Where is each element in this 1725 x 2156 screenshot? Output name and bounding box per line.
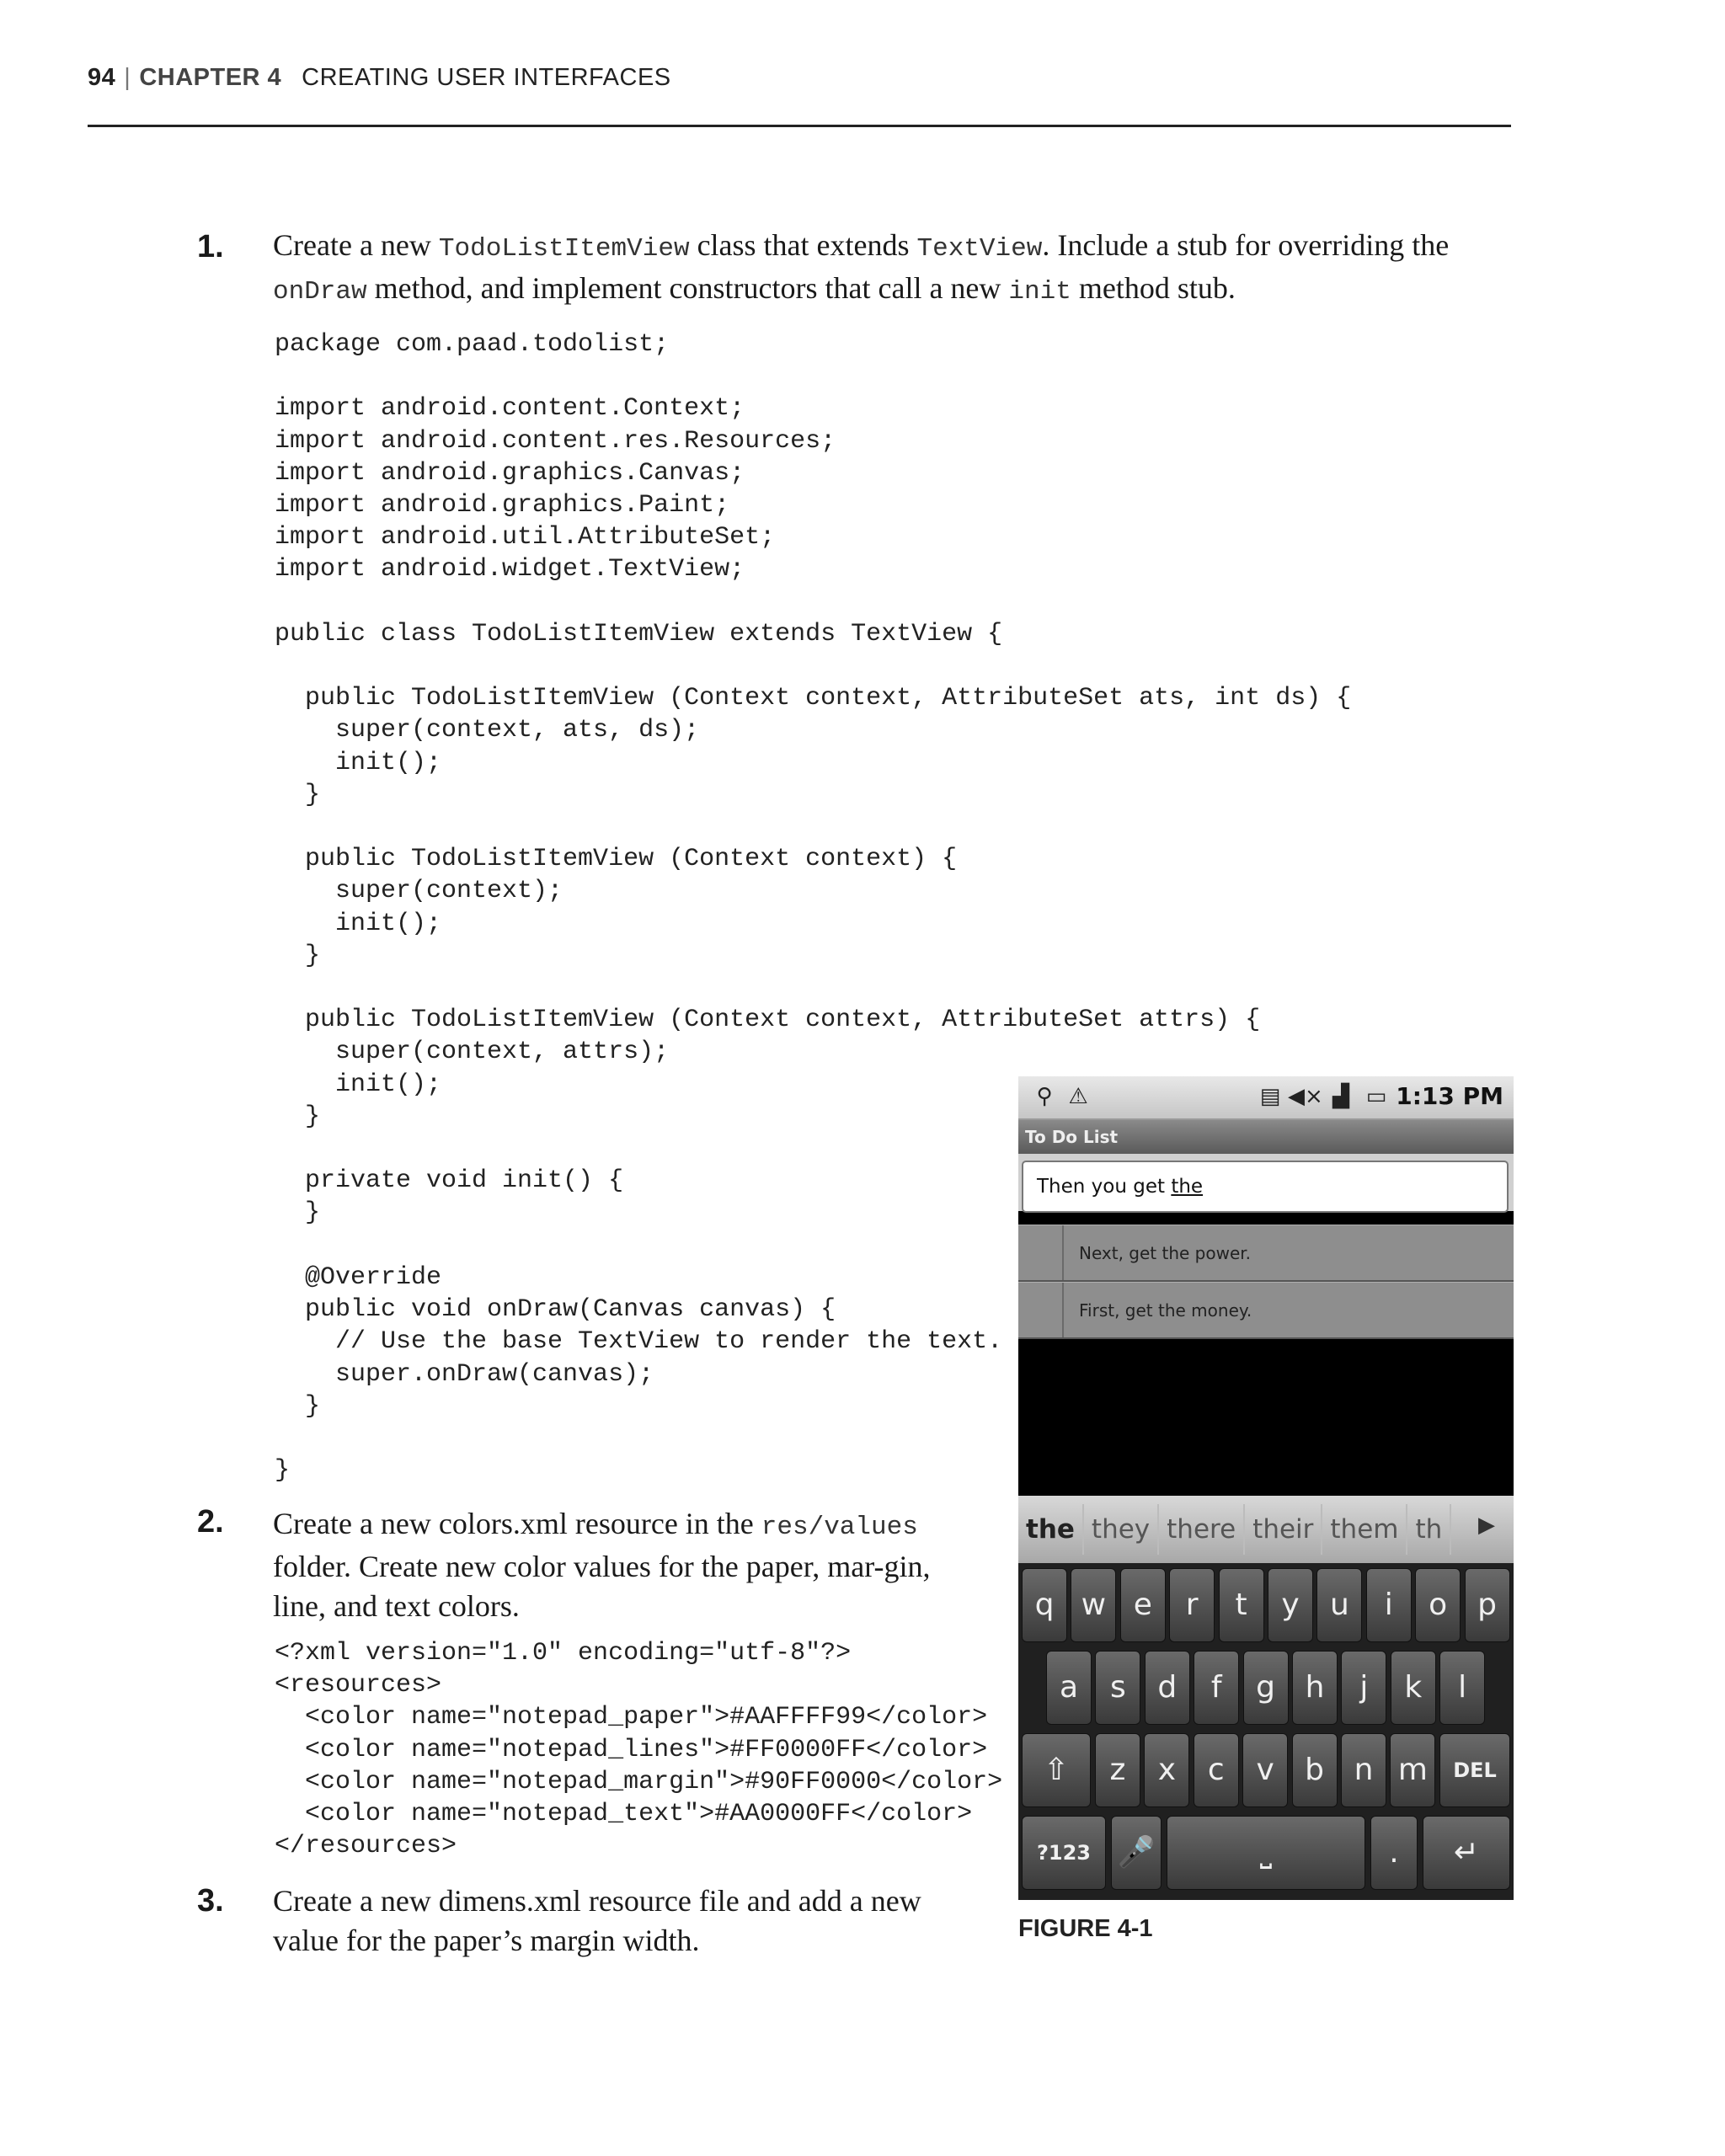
soft-keyboard — [1018, 1563, 1514, 1900]
edit-text-value: Then you get — [1037, 1176, 1172, 1198]
app-title-bar: To Do List — [1018, 1120, 1514, 1154]
text-run: Create a new — [273, 228, 439, 262]
code-line: <color name="notepad_lines">#FF0000FF</color> — [275, 1735, 988, 1764]
inline-code: init — [1008, 277, 1071, 307]
key-l[interactable]: l — [1439, 1651, 1485, 1725]
step-1-text — [273, 226, 1511, 312]
code-line: super(context); — [275, 877, 563, 906]
text-run: Create a new colors.xml resource in the — [273, 1507, 761, 1540]
key-x[interactable]: x — [1144, 1733, 1189, 1807]
inline-code: res/values — [761, 1513, 918, 1542]
page-number: 94 — [88, 64, 116, 91]
code-line: private void init() { — [275, 1166, 624, 1196]
suggestion-item[interactable]: them — [1322, 1504, 1407, 1555]
code-line: init(); — [275, 748, 442, 777]
key-c[interactable]: c — [1194, 1733, 1239, 1807]
delete-key-icon[interactable]: DEL — [1439, 1733, 1510, 1807]
key-k[interactable]: k — [1391, 1651, 1436, 1725]
code-line: super(context, attrs); — [275, 1038, 670, 1067]
battery-icon: ▭ — [1365, 1084, 1387, 1109]
code-line: init(); — [275, 909, 442, 938]
step-3-number: 3. — [197, 1883, 224, 1919]
microphone-key-icon[interactable]: 🎤 — [1111, 1816, 1162, 1890]
code-line: <color name="notepad_margin">#90FF0000</color> — [275, 1767, 1003, 1796]
code-line: public TodoListItemView (Context context, AttributeSet attrs) { — [275, 1006, 1261, 1035]
key-j[interactable]: j — [1341, 1651, 1386, 1725]
key-u[interactable]: u — [1316, 1568, 1362, 1642]
inline-code: TextView — [916, 234, 1043, 264]
text-run: folder. Create new color values for the paper, mar-gin, line, and text colors. — [273, 1550, 931, 1623]
code-line — [275, 811, 1351, 843]
step-2-text — [273, 1504, 972, 1626]
key-b[interactable]: b — [1292, 1733, 1338, 1807]
status-bar — [1018, 1076, 1514, 1120]
code-line — [275, 360, 1351, 392]
code-line: import android.content.Context; — [275, 394, 745, 424]
edit-container — [1018, 1154, 1514, 1211]
code-line: <color name="notepad_text">#AA0000FF</color> — [275, 1800, 973, 1829]
status-time: 1:13 PM — [1396, 1082, 1503, 1110]
inline-code: onDraw — [273, 277, 367, 307]
code-line: } — [275, 1456, 291, 1486]
step-2-code — [275, 1637, 1002, 1862]
suggestion-item[interactable]: they — [1084, 1504, 1159, 1555]
signal-icon: ▟ — [1332, 1084, 1349, 1109]
more-suggestions-icon[interactable]: ▶ — [1478, 1513, 1495, 1538]
key-w[interactable]: w — [1071, 1568, 1116, 1642]
suggestion-item[interactable]: there — [1159, 1504, 1245, 1555]
text-run: class that extends — [689, 228, 917, 262]
numeric-key[interactable]: ?123 — [1022, 1816, 1106, 1890]
header-rule — [88, 125, 1511, 127]
space-key-icon[interactable]: ⎵ — [1167, 1816, 1365, 1890]
code-line: super(context, ats, ds); — [275, 716, 700, 745]
code-line — [275, 972, 1351, 1004]
text-run: method stub. — [1071, 271, 1236, 305]
suggestion-item[interactable]: the — [1018, 1504, 1084, 1555]
code-line: <color name="notepad_paper">#AAFFFF99</color> — [275, 1703, 988, 1732]
key-o[interactable]: o — [1415, 1568, 1461, 1642]
key-e[interactable]: e — [1120, 1568, 1166, 1642]
todo-list-item[interactable]: First, get the money. — [1018, 1282, 1514, 1339]
code-line: } — [275, 780, 321, 809]
todo-edit-text[interactable] — [1022, 1161, 1509, 1213]
key-t[interactable]: t — [1219, 1568, 1264, 1642]
key-d[interactable]: d — [1145, 1651, 1190, 1725]
code-line: public TodoListItemView (Context context) { — [275, 845, 958, 874]
code-line: } — [275, 1391, 321, 1421]
todo-list — [1018, 1225, 1514, 1339]
code-line: } — [275, 1198, 321, 1228]
text-run: Create a new dimens.xml resource file and add a new value for the paper’s margin width. — [273, 1884, 921, 1957]
code-line: import android.util.AttributeSet; — [275, 523, 776, 552]
text-run: method, and implement constructors that call a new — [366, 271, 1009, 305]
key-r[interactable]: r — [1169, 1568, 1215, 1642]
code-line — [275, 586, 1351, 618]
key-s[interactable]: s — [1095, 1651, 1140, 1725]
suggestion-item[interactable]: th — [1407, 1504, 1451, 1555]
figure-phone-screenshot — [1018, 1076, 1514, 1900]
code-line: public TodoListItemView (Context context, AttributeSet ats, int ds) { — [275, 684, 1352, 713]
code-line: import android.content.res.Resources; — [275, 426, 836, 456]
chapter-title: CREATING USER INTERFACES — [302, 64, 671, 91]
key-g[interactable]: g — [1243, 1651, 1289, 1725]
todo-list-item[interactable]: Next, get the power. — [1018, 1225, 1514, 1282]
key-period[interactable]: . — [1370, 1816, 1418, 1890]
key-n[interactable]: n — [1341, 1733, 1386, 1807]
enter-key-icon[interactable]: ↵ — [1423, 1816, 1510, 1890]
key-p[interactable]: p — [1465, 1568, 1510, 1642]
code-line: package com.paad.todolist; — [275, 330, 670, 359]
step-1-number: 1. — [197, 229, 224, 264]
code-line: init(); — [275, 1070, 442, 1099]
code-line: import android.widget.TextView; — [275, 555, 745, 584]
suggestion-item[interactable]: their — [1245, 1504, 1322, 1555]
warning-icon: ⚠ — [1068, 1084, 1088, 1109]
code-line: <resources> — [275, 1671, 442, 1700]
usb-icon: ⚲ — [1036, 1084, 1053, 1109]
figure-caption: FIGURE 4-1 — [1018, 1915, 1153, 1942]
key-m[interactable]: m — [1390, 1733, 1435, 1807]
running-header — [88, 64, 1511, 92]
code-line: // Use the base TextView to render the text. — [275, 1327, 1003, 1357]
code-line: super.onDraw(canvas); — [275, 1359, 654, 1389]
code-line: } — [275, 1102, 321, 1131]
code-line: public void onDraw(Canvas canvas) { — [275, 1295, 836, 1325]
suggestion-strip — [1018, 1496, 1514, 1563]
code-line: import android.graphics.Paint; — [275, 491, 730, 520]
code-line: <?xml version="1.0" encoding="utf-8"?> — [275, 1639, 852, 1668]
mute-icon: ◀× — [1288, 1084, 1323, 1109]
sim-icon: ▤ — [1259, 1084, 1281, 1109]
key-a[interactable]: a — [1046, 1651, 1092, 1725]
key-f[interactable]: f — [1194, 1651, 1239, 1725]
header-separator: | — [124, 64, 131, 91]
key-v[interactable]: v — [1242, 1733, 1288, 1807]
step-2-number: 2. — [197, 1504, 224, 1540]
key-h[interactable]: h — [1292, 1651, 1338, 1725]
code-line: @Override — [275, 1262, 442, 1292]
key-q[interactable]: q — [1022, 1568, 1067, 1642]
code-line: import android.graphics.Canvas; — [275, 458, 745, 488]
code-line: } — [275, 941, 321, 970]
code-line: public class TodoListItemView extends TextView { — [275, 619, 1003, 648]
composing-word: the — [1171, 1176, 1204, 1198]
inline-code: TodoListItemView — [438, 234, 690, 264]
shift-key-icon[interactable]: ⇧ — [1022, 1733, 1091, 1807]
chapter-label: CHAPTER 4 — [139, 64, 282, 91]
key-y[interactable]: y — [1268, 1568, 1313, 1642]
key-z[interactable]: z — [1095, 1733, 1140, 1807]
code-line: </resources> — [275, 1832, 457, 1861]
code-line — [275, 650, 1351, 682]
step-3-text — [273, 1881, 947, 1961]
key-i[interactable]: i — [1366, 1568, 1412, 1642]
text-run: . Include a stub for overriding the — [1042, 228, 1450, 262]
